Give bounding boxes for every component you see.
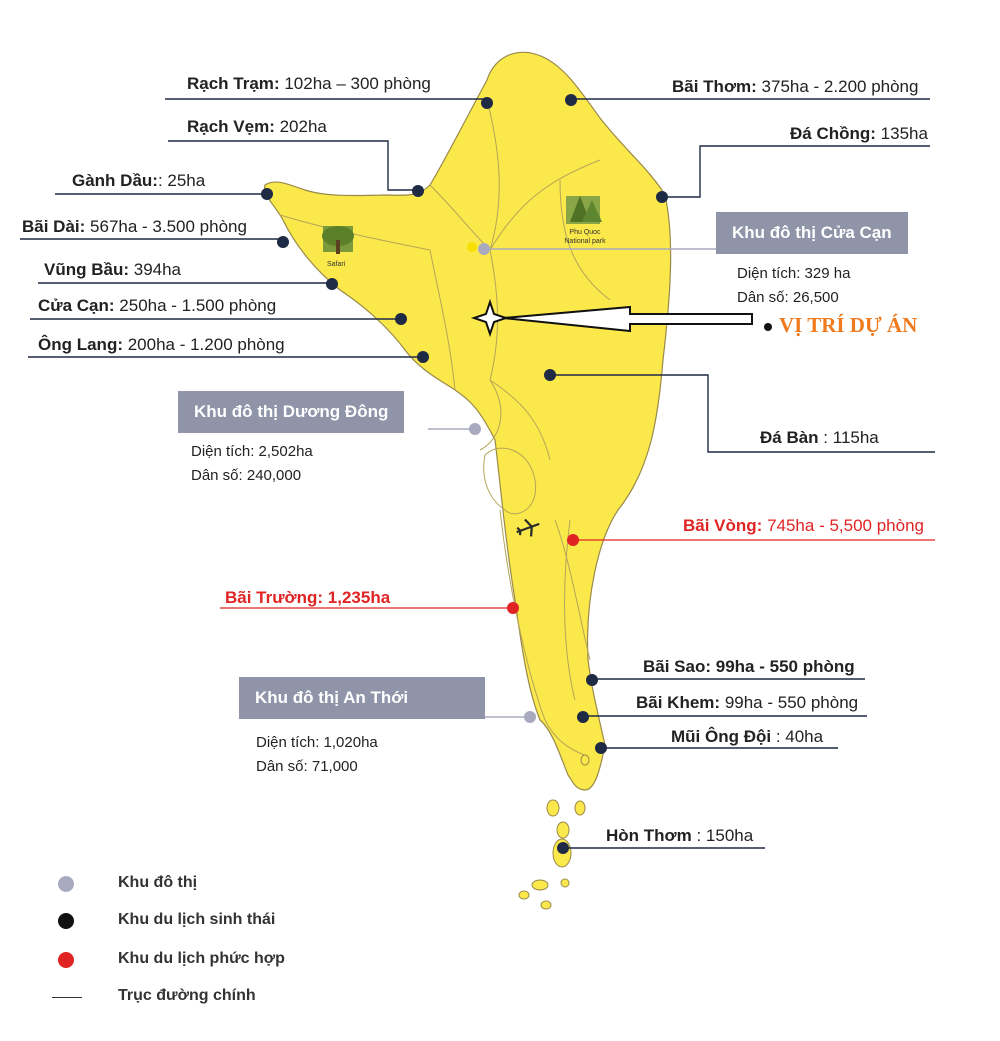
label-vung-bau: Vũng Bầu: 394ha [44,260,182,279]
urban-area-value: Diện tích: 1,020ha [256,734,378,751]
label-da-chong: Đá Chồng: 135ha [790,124,928,143]
label-bai-truong: Bãi Trường: 1,235ha [225,588,391,607]
label-bai-khem: Bãi Khem: 99ha - 550 phòng [636,693,859,712]
islet [581,755,589,765]
urban-area-value: Diện tích: 329 ha [737,265,851,282]
islet [575,801,585,815]
label-bai-thom: Bãi Thơm: 375ha - 2.200 phòng [672,77,919,96]
label-bai-dai: Bãi Dài: 567ha - 3.500 phòng [22,217,247,236]
label-rach-tram: Rạch Trạm: 102ha – 300 phòng [187,74,431,93]
legend-road-line [52,997,82,998]
safari-caption: Safari [327,261,346,268]
islet [561,879,569,887]
islet [532,880,548,890]
label-ganh-dau: Gành Dầu:: 25ha [72,171,206,190]
label-bai-sao: Bãi Sao: 99ha - 550 phòng [643,657,855,676]
urban-box-duong-dong: Khu đô thị Dương Đông [178,391,404,433]
urban-population-value: Dân số: 71,000 [256,758,358,775]
islet [557,822,569,838]
urban-info-duong-dong [191,440,313,488]
label-bai-vong: Bãi Vòng: 745ha - 5,500 phòng [683,516,924,535]
label-da-ban: Đá Bàn : 115ha [760,428,879,447]
label-cua-can: Cửa Cạn: 250ha - 1.500 phòng [38,296,277,315]
project-location-label: VỊ TRÍ DỰ ÁN [779,313,918,337]
label-rach-vem: Rạch Vẹm: 202ha [187,117,327,136]
safari-tree-icon [322,226,354,254]
legend-complex-dot [58,952,74,968]
urban-area-value: Diện tích: 2,502ha [191,443,313,460]
label-hon-thom: Hòn Thơm : 150ha [606,826,754,845]
urban-population-value: Dân số: 26,500 [737,289,839,306]
urban-box-an-thoi: Khu đô thị An Thới [239,677,485,719]
urban-population-value: Dân số: 240,000 [191,467,302,484]
label-mui-ong-doi: Mũi Ông Đội : 40ha [671,727,824,746]
urban-info-cua-can [737,262,850,310]
project-bullet [764,323,772,331]
islet [547,800,559,816]
marker-yellow [467,242,477,252]
label-ong-lang: Ông Lang: 200ha - 1.200 phòng [38,335,285,354]
legend-urban-dot [58,876,74,892]
islet [519,891,529,899]
national-park-icon [566,196,602,224]
park-caption: Phu Quoc National park [564,229,606,245]
urban-info-an-thoi [256,731,378,779]
islet [541,901,551,909]
urban-box-cua-can: Khu đô thị Cửa Cạn [716,212,908,254]
legend-eco-dot [58,913,74,929]
